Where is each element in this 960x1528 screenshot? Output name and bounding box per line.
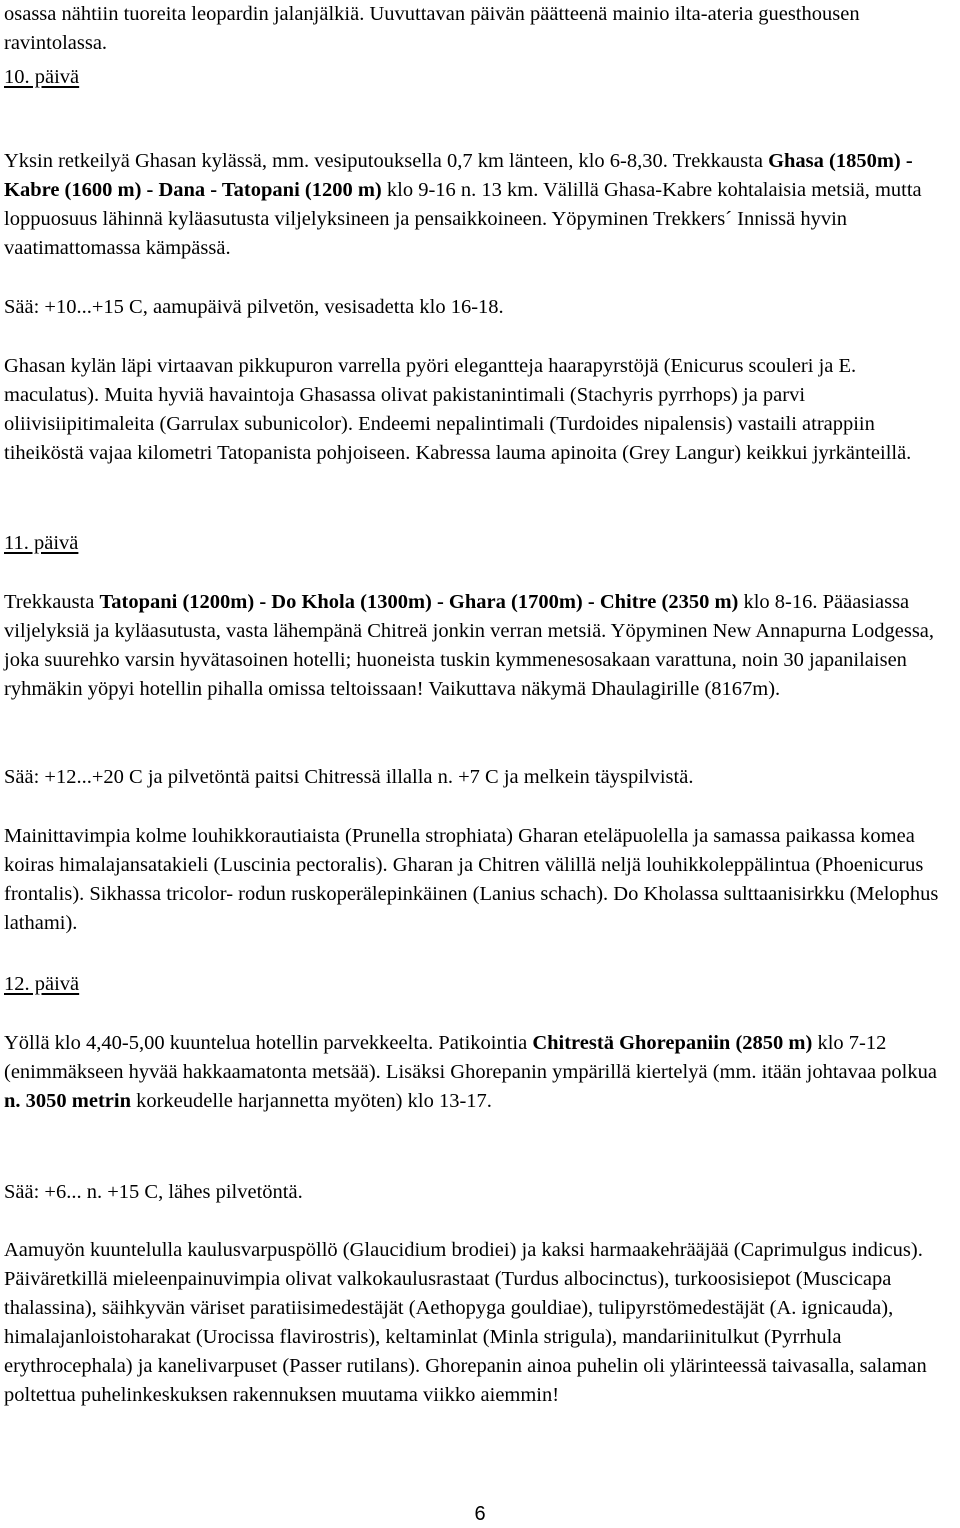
- day-heading-11: [4, 529, 956, 558]
- text: osassa nähtiin tuoreita leopardin jalanjälkiä. Uuvuttavan päivän päätteenä mainio ilta-ateria guesthousen ravintolassa.: [4, 3, 860, 54]
- paragraph-day12-birds: [4, 1236, 956, 1410]
- paragraph-day11-weather: [4, 763, 956, 792]
- day-label: 12. päivä: [4, 973, 80, 995]
- text: korkeudelle harjannetta myöten) klo 13-17.: [130, 1090, 492, 1112]
- text: Sää: +10...+15 C, aamupäivä pilvetön, vesisadetta klo 16-18.: [4, 296, 504, 318]
- route-bold: Chitrestä Ghorepaniin (2850 m): [532, 1032, 813, 1054]
- day-label: 11. päivä: [4, 532, 79, 554]
- paragraph-day12-weather: [4, 1178, 956, 1207]
- text: Trekkausta: [4, 591, 100, 613]
- text: klo 7-12 (enimmäkseen hyvää hakkaamatonta metsää). Lisäksi Ghorepanin ympärillä kiertelyä (mm. itään johtavaa polkua: [4, 1032, 937, 1083]
- paragraph-intro: [4, 0, 956, 58]
- day-label: 10. päivä: [4, 66, 80, 88]
- paragraph-day10-birds: [4, 352, 956, 468]
- paragraph-day11-birds: [4, 822, 956, 938]
- text: Aamuyön kuuntelulla kaulusvarpuspöllö (Glaucidium brodiei) ja kaksi harmaakehrääjää (Caprimulgus indicus). Päiväretkillä mieleenpainuvimpia olivat valkokaulusrastaat (Turdus albocinctus), turkoosisiepot (Muscicapa thalassina), säihkyvän väriset paratiisimedestäjät (Aethopyga gouldiae), tulipyrstömedestäjät (A. ignicauda), himalajanloistoharakat (Urocissa flavirostris), keltaminlat (Minla strigula), mandariinitulkut (Pyrrhula erythrocephala) ja kanelivarpuset (Passer rutilans). Ghorepanin ainoa puhelin oli ylärinteessä taivasalla, salaman poltettua puhelinkeskuksen rakennuksen muutama viikko aiemmin!: [4, 1239, 927, 1406]
- paragraph-day11-route: [4, 588, 956, 704]
- paragraph-day10-weather: [4, 293, 956, 322]
- paragraph-day12-route: [4, 1029, 956, 1116]
- text: Ghasan kylän läpi virtaavan pikkupuron varrella pyöri elegantteja haarapyrstöjä (Enicurus scouleri ja E. maculatus). Muita hyviä havaintoja Ghasassa olivat pakistanintimali (Stachyris pyrrhops) ja parvi oliivisiipitimaleita (Garrulax subunicolor). Endeemi nepalintimali (Turdoides nipalensis) vastaili atrappiin tiheiköstä vajaa kilometri Tatopanista pohjoiseen. Kabressa lauma apinoita (Grey Langur) keikkui jyrkänteillä.: [4, 355, 912, 464]
- text: klo 8-16. Pääasiassa viljelyksiä ja kyläasutusta, vasta lähempänä Chitreä jonkin verran metsiä. Yöpyminen New Annapurna Lodgessa, joka suurehko varsin hyvätasoinen hotelli; huoneista tuskin kymmenesosakaan varattuna, noin 30 japanilaisen ryhmäkin yöpyi hotellin pihalla omissa teltoissaan! Vaikuttava näkymä Dhaulagirille (8167m).: [4, 591, 935, 700]
- route-bold: Ghasa (1850m) - Kabre (1600 m) - Dana - Tatopani (1200 m): [4, 150, 913, 201]
- text: Yksin retkeilyä Ghasan kylässä, mm. vesiputouksella 0,7 km länteen, klo 6-8,30. Trekkausta: [4, 150, 769, 172]
- text: klo 9-16 n. 13 km. Välillä Ghasa-Kabre kohtalaisia metsiä, mutta loppuosuus lähinnä kyläasutusta viljelyksineen ja pensaikkoineen. Yöpyminen Trekkers´ Innissä hyvin vaatimattomassa kämpässä.: [4, 179, 922, 259]
- text: Yöllä klo 4,40-5,00 kuuntelua hotellin parvekkeelta. Patikointia: [4, 1032, 533, 1054]
- route-bold: Tatopani (1200m) - Do Khola (1300m) - Ghara (1700m) - Chitre (2350 m): [99, 591, 739, 613]
- altitude-bold: n. 3050 metrin: [4, 1090, 131, 1112]
- text: Sää: +12...+20 C ja pilvetöntä paitsi Chitressä illalla n. +7 C ja melkein täyspilvistä.: [4, 766, 694, 788]
- page-number: 6: [474, 1503, 486, 1525]
- day-heading-10: [4, 63, 956, 92]
- text: Sää: +6... n. +15 C, lähes pilvetöntä.: [4, 1181, 303, 1203]
- paragraph-day10-route: [4, 147, 956, 263]
- day-heading-12: [4, 970, 956, 999]
- text: Mainittavimpia kolme louhikkorautiaista (Prunella strophiata) Gharan eteläpuolella ja samassa paikassa komea koiras himalajansatakieli (Luscinia pectoralis). Gharan ja Chitren välillä neljä louhikkoleppälintua (Phoenicurus frontalis). Sikhassa tricolor- rodun ruskoperälepinkäinen (Lanius schach). Do Kholassa sulttaanisirkku (Melophus lathami).: [4, 825, 939, 934]
